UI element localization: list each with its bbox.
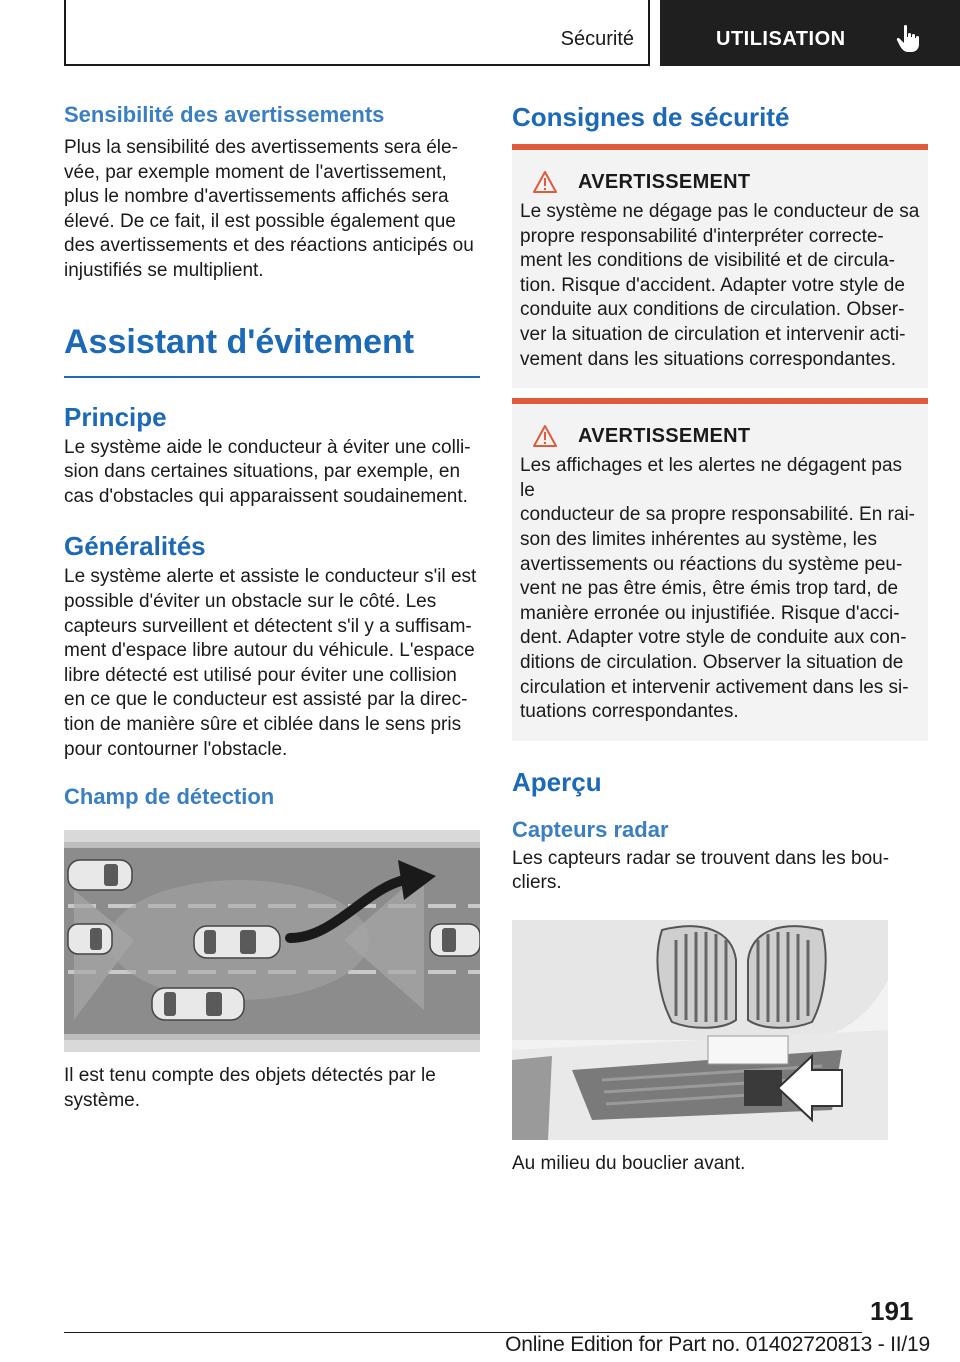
text-line: conduite aux conditions de circulation. Obser- (520, 299, 905, 321)
text-line: conducteur de sa propre responsabilité. En rai- (520, 504, 916, 526)
chapter-title-rule (64, 376, 480, 378)
text-line: Les capteurs radar se trouvent dans les bou- (512, 847, 890, 869)
right-column (512, 100, 928, 1176)
warning-title-text: AVERTISSEMENT (578, 170, 751, 193)
warning-box-1 (512, 144, 928, 388)
text-line: tion de manière sûre et ciblée dans le sens pris (64, 713, 462, 735)
text-line: dent. Adapter votre style de conduite aux con- (520, 627, 907, 649)
text-line: injustifiés se multiplient. (64, 259, 264, 281)
footer-edition: Online Edition for Part no. 01402720813 - II/19 (505, 1333, 930, 1356)
caption-radar: Au milieu du bouclier avant. (512, 1152, 746, 1174)
chapter-title-assistant: Assistant d'évitement (64, 322, 415, 361)
hand-pointer-icon (896, 24, 922, 54)
section-title-champ: Champ de détection (64, 784, 275, 810)
front-bumper-illustration (512, 920, 888, 1140)
detection-field-illustration (64, 830, 480, 1052)
text-line: plus le nombre d'avertissements affichés sera (64, 186, 449, 208)
text-line: des avertissements et des réactions anticipés ou (64, 235, 474, 257)
text-line: manière erronée ou injustifiée. Risque d'acci- (520, 602, 900, 624)
section-title-radar: Capteurs radar (512, 816, 669, 842)
text-line: cas d'obstacles qui apparaissent soudainement. (64, 485, 468, 507)
header-chapter-tab (660, 0, 960, 66)
header-chapter-label: UTILISATION (716, 28, 846, 50)
text-line: possible d'éviter un obstacle sur le côté. Les (64, 590, 437, 612)
paragraph-sensibilite (64, 136, 480, 284)
text-line: circulation et intervenir activement dans les si- (520, 676, 909, 698)
page-number: 191 (870, 1296, 914, 1326)
warning-title-1 (520, 170, 920, 194)
text-line: propre responsabilité d'interpréter correcte- (520, 225, 884, 247)
text-line: ment d'espace libre autour du véhicule. L'espace (64, 640, 475, 662)
text-line: tuations correspondantes. (520, 701, 739, 723)
text-line: système. (64, 1089, 141, 1111)
section-title-sensibilite: Sensibilité des avertissements (64, 102, 385, 127)
text-line: Les affichages et les alertes ne dégagent pas le (520, 455, 903, 501)
section-title-apercu: Aperçu (512, 766, 602, 797)
text-line: cliers. (512, 872, 562, 894)
text-line: libre détecté est utilisé pour éviter une collision (64, 664, 457, 686)
header-section-label: Sécurité (560, 28, 634, 50)
text-line: Plus la sensibilité des avertissements sera éle- (64, 137, 458, 158)
left-column (64, 100, 480, 1113)
paragraph-principe (64, 436, 480, 510)
text-line: pour contourner l'obstacle. (64, 738, 288, 760)
paragraph-champ (64, 1064, 480, 1113)
text-line: tion. Risque d'accident. Adapter votre style de (520, 274, 905, 296)
paragraph-generalites (64, 565, 480, 762)
text-line: Le système ne dégage pas le conducteur de sa (520, 201, 920, 222)
text-line: vée, par exemple moment de l'avertissement, (64, 161, 447, 183)
text-line: en ce que le conducteur est assisté par la direc- (64, 689, 468, 711)
text-line: vent ne pas être émis, être émis trop tard, de (520, 578, 899, 600)
text-line: Le système aide le conducteur à éviter une colli- (64, 436, 471, 458)
section-title-principe: Principe (64, 401, 167, 432)
text-line: son des limites inhérentes au système, les (520, 528, 877, 550)
text-line: capteurs surveillent et détectent s'il y a suffisam- (64, 615, 472, 637)
section-title-generalites: Généralités (64, 531, 206, 562)
text-line: Le système alerte et assiste le conducteur s'il est (64, 566, 477, 588)
warning-title-text: AVERTISSEMENT (578, 424, 751, 447)
warning-title-2 (520, 424, 920, 448)
text-line: Il est tenu compte des objets détectés par le (64, 1065, 436, 1087)
warning-triangle-icon (532, 170, 558, 194)
text-line: sion dans certaines situations, par exemple, en (64, 461, 461, 483)
text-line: ver la situation de circulation et intervenir acti- (520, 323, 906, 345)
text-line: ment les conditions de visibilité et de circula- (520, 250, 895, 272)
text-line: avertissements ou réactions du système peu- (520, 553, 903, 575)
paragraph-radar (512, 847, 928, 896)
section-title-consignes: Consignes de sécurité (512, 102, 790, 132)
warning-box-2 (512, 398, 928, 741)
text-line: ditions de circulation. Observer la situation de (520, 651, 904, 673)
text-line: élevé. De ce fait, il est possible également que (64, 210, 456, 232)
warning-triangle-icon (532, 424, 558, 448)
header-section-box (64, 0, 650, 66)
text-line: vement dans les situations correspondantes. (520, 348, 896, 370)
